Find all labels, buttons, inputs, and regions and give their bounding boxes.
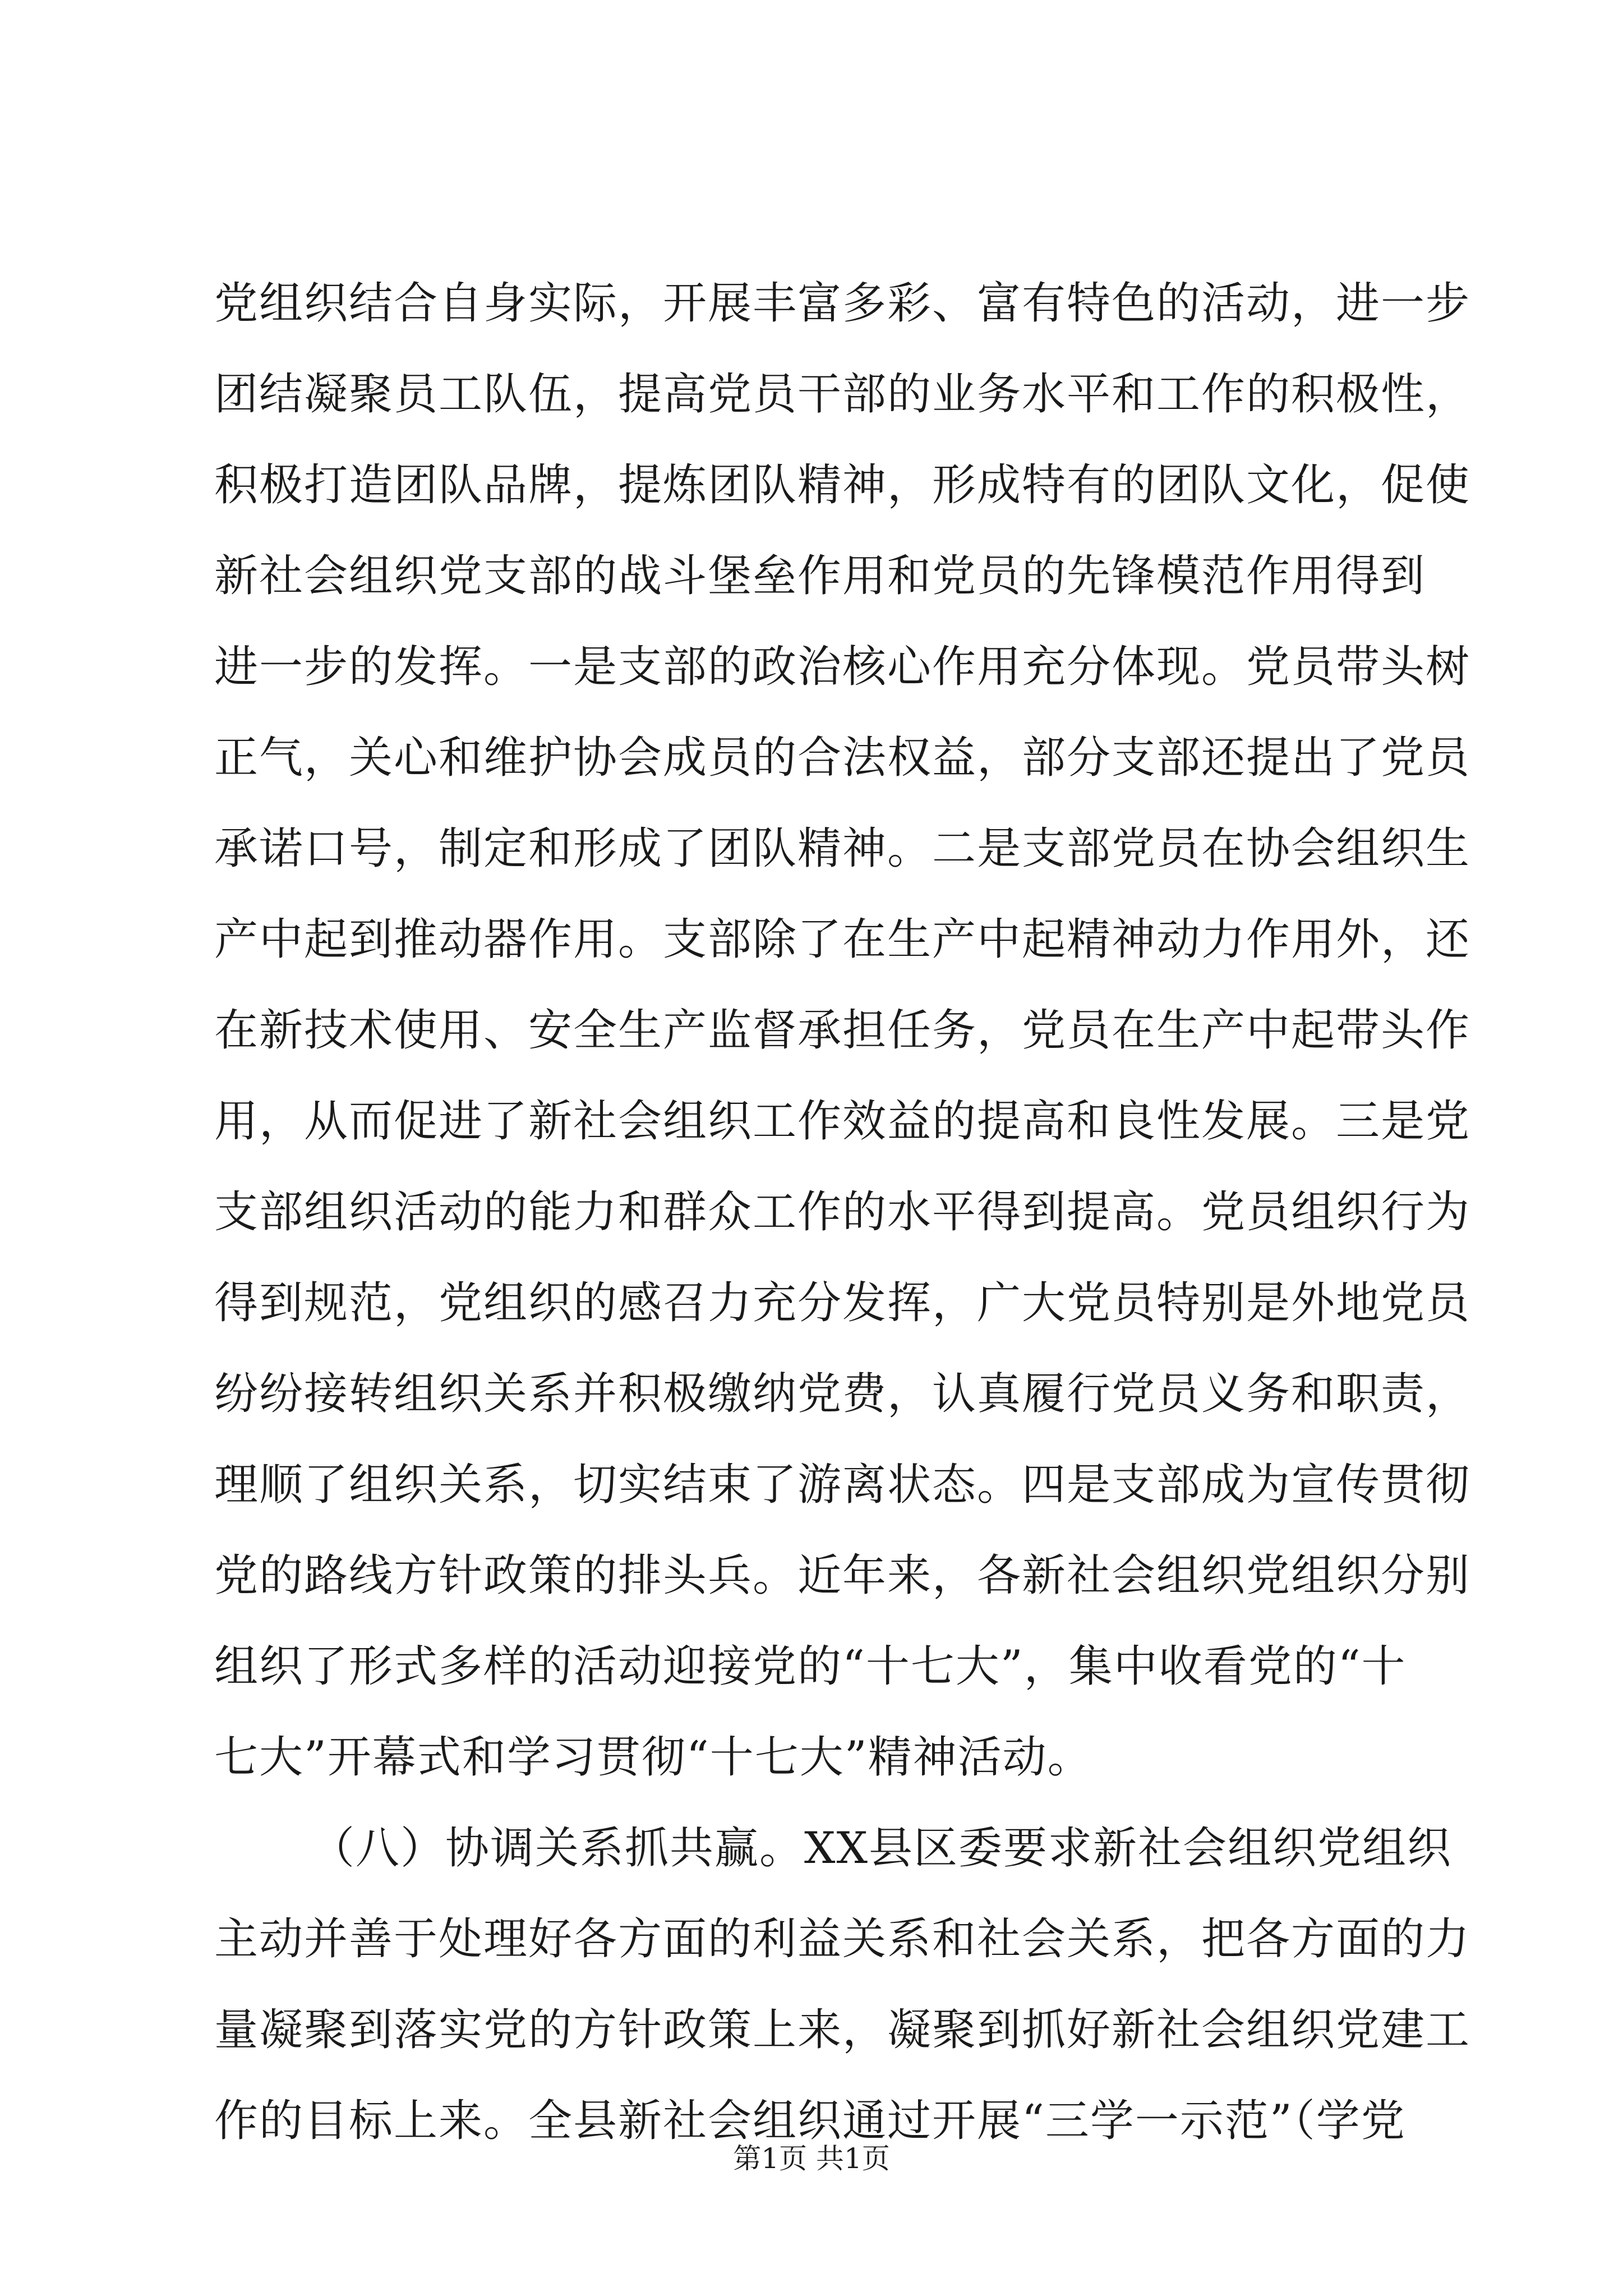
paragraph-line: 正气，关心和维护协会成员的合法权益，部分支部还提出了党员 — [214, 733, 1471, 783]
paragraph-line: 主动并善于处理好各方面的利益关系和社会关系，把各方面的力 — [214, 1914, 1471, 1964]
paragraph-line: 用，从而促进了新社会组织工作效益的提高和良性发展。三是党 — [214, 1096, 1471, 1147]
paragraph-line: 产中起到推动器作用。支部除了在生产中起精神动力作用外，还 — [214, 914, 1471, 965]
paragraph-line: 积极打造团队品牌，提炼团队精神，形成特有的团队文化，促使 — [214, 460, 1471, 510]
paragraph-line: 纷纷接转组织关系并积极缴纳党费，认真履行党员义务和职责， — [214, 1369, 1471, 1419]
paragraph-line: 新社会组织党支部的战斗堡垒作用和党员的先锋模范作用得到 — [214, 551, 1426, 601]
paragraph-line: 七大”开幕式和学习贯彻“十七大”精神活动。 — [214, 1732, 1092, 1783]
paragraph-line: 党的路线方针政策的排头兵。近年来，各新社会组织党组织分别 — [214, 1550, 1471, 1601]
paragraph-line: 进一步的发挥。一是支部的政治核心作用充分体现。党员带头树 — [214, 642, 1471, 692]
paragraph-line-indented: （八）协调关系抓共赢。XX县区委要求新社会组织党组织 — [311, 1823, 1453, 1874]
paragraph-line: 党组织结合自身实际，开展丰富多彩、富有特色的活动，进一步 — [214, 278, 1471, 329]
page-footer: 第1页 共1页 — [733, 2142, 890, 2175]
paragraph-line: 支部组织活动的能力和群众工作的水平得到提高。党员组织行为 — [214, 1187, 1471, 1237]
paragraph-line: 量凝聚到落实党的方针政策上来，凝聚到抓好新社会组织党建工 — [214, 2005, 1471, 2055]
paragraph-line: 理顺了组织关系，切实结束了游离状态。四是支部成为宣传贯彻 — [214, 1460, 1471, 1510]
paragraph-line: 组织了形式多样的活动迎接党的“十七大”，集中收看党的“十 — [214, 1641, 1407, 1692]
paragraph-line: 作的目标上来。全县新社会组织通过开展“三学一示范”（学党 — [214, 2096, 1406, 2146]
paragraph-line: 承诺口号，制定和形成了团队精神。二是支部党员在协会组织生 — [214, 823, 1471, 874]
document-body — [214, 258, 1471, 2166]
paragraph-line: 在新技术使用、安全生产监督承担任务，党员在生产中起带头作 — [214, 1005, 1471, 1056]
paragraph-line: 团结凝聚员工队伍，提高党员干部的业务水平和工作的积极性， — [214, 369, 1471, 420]
paragraph-line: 得到规范，党组织的感召力充分发挥，广大党员特别是外地党员 — [214, 1278, 1471, 1328]
